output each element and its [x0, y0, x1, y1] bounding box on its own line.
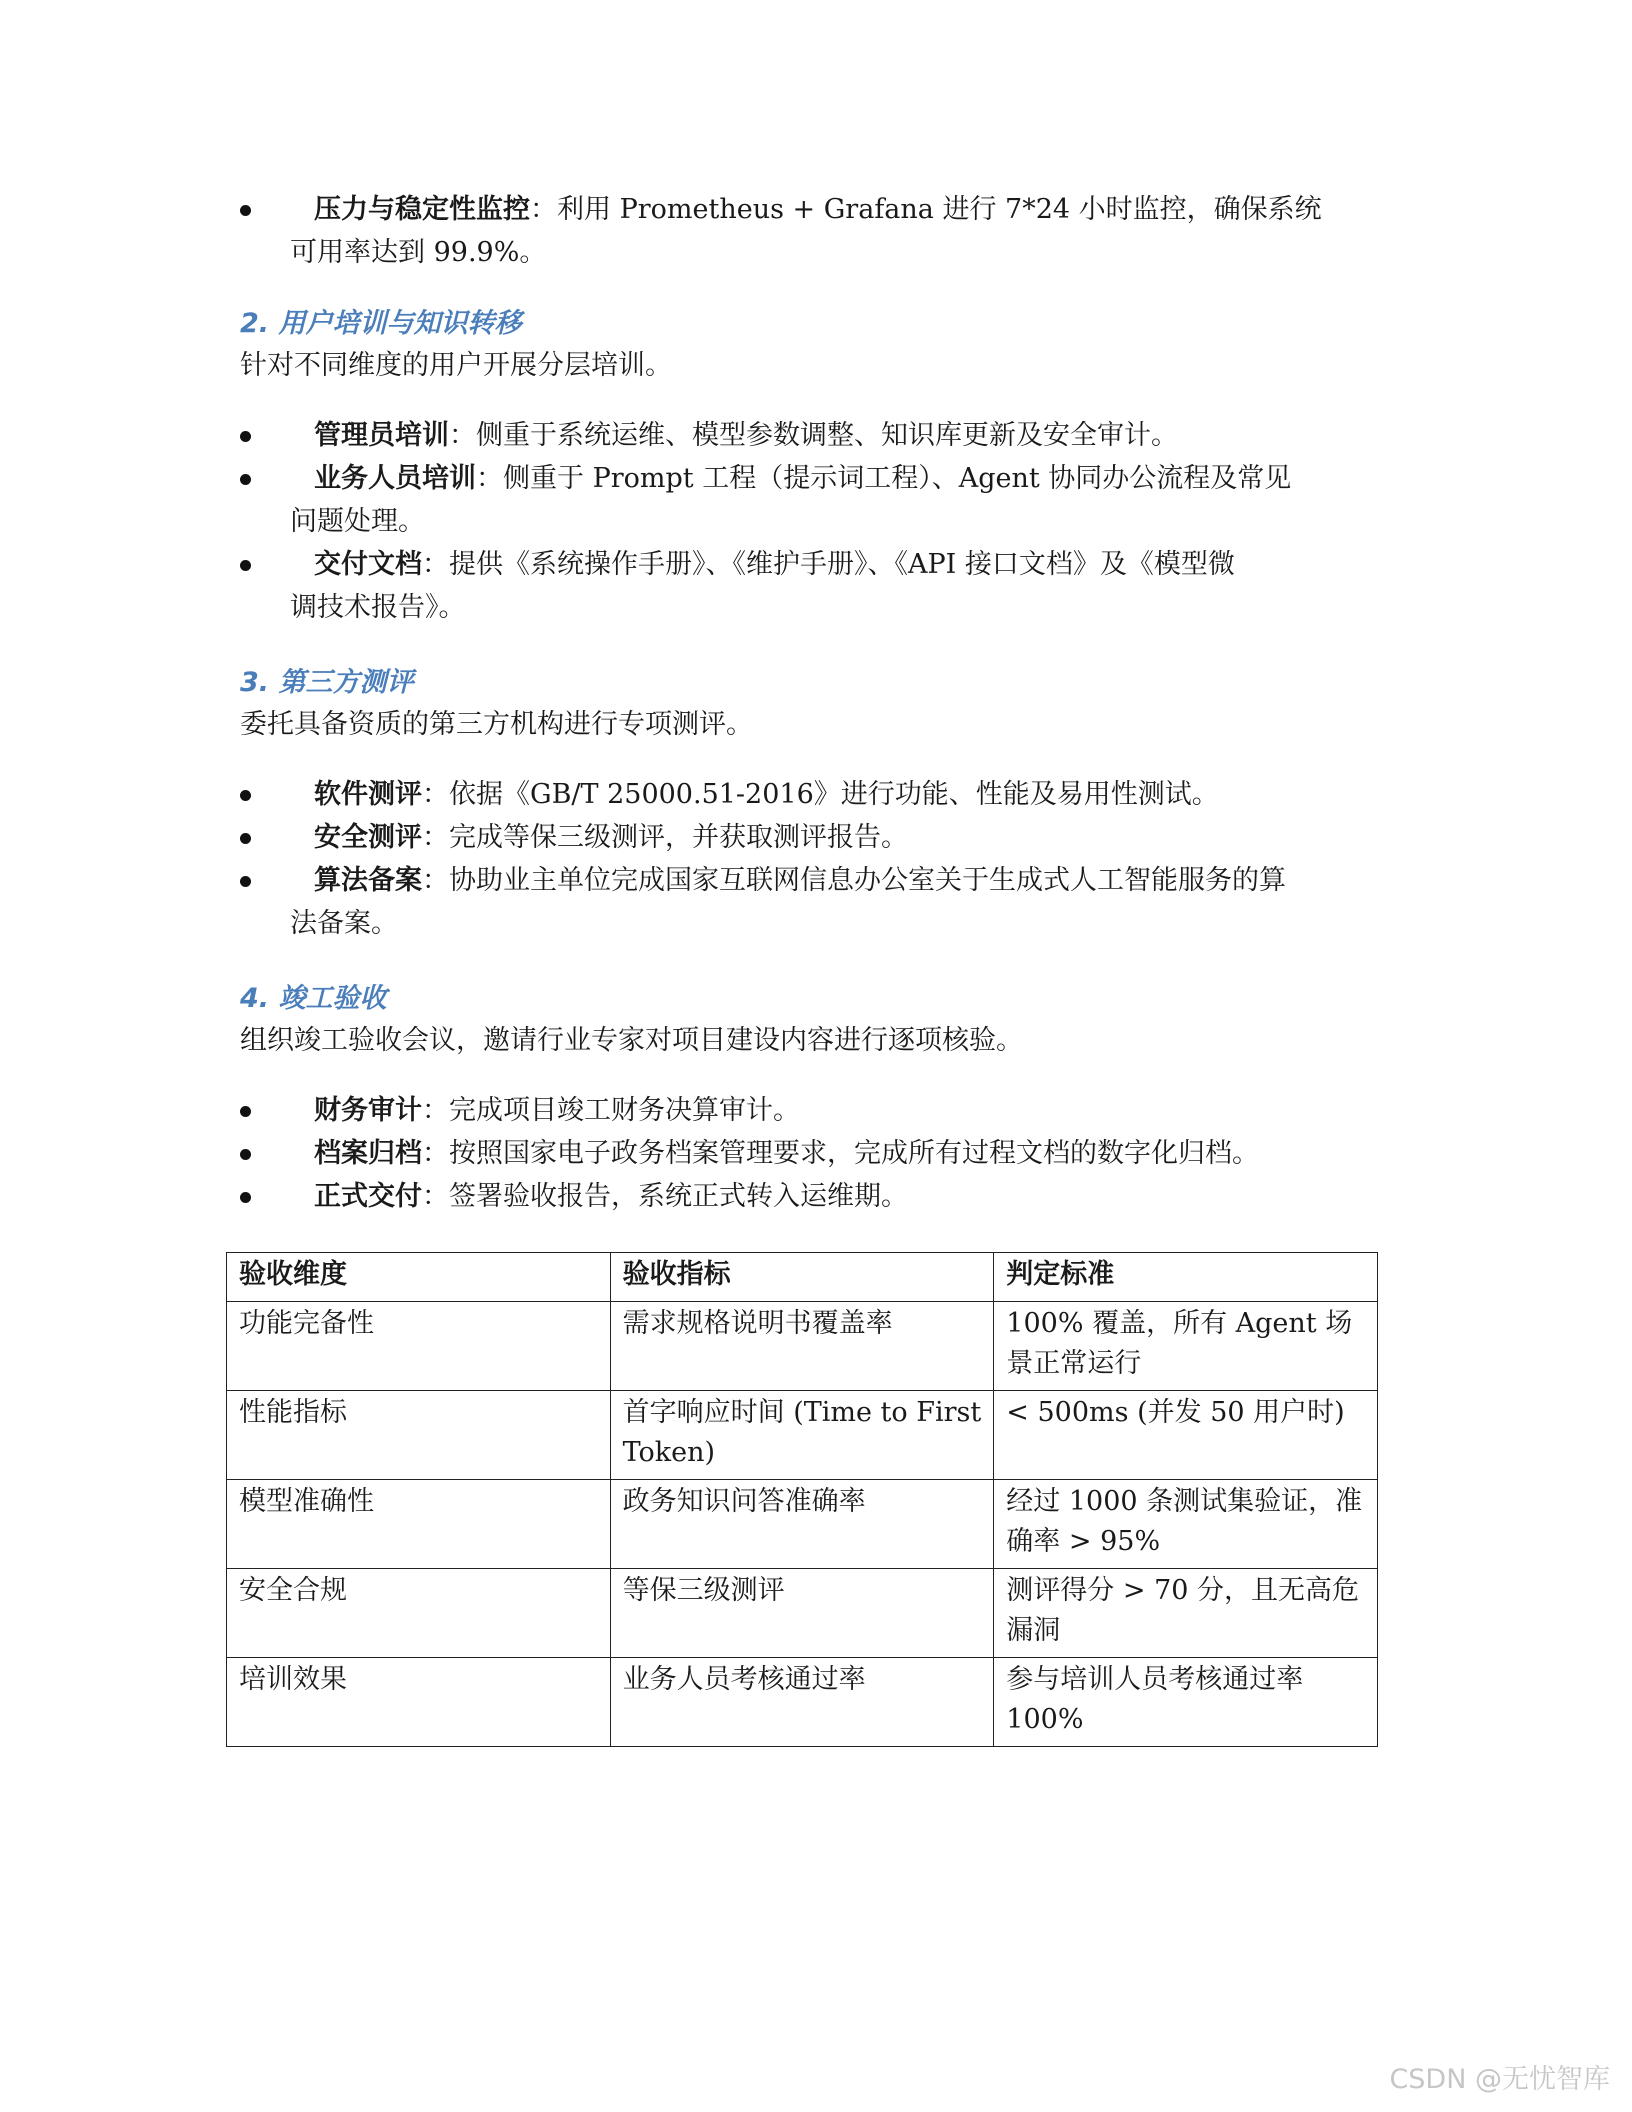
list-item	[236, 816, 1376, 859]
item-term: 正式交付	[314, 1181, 422, 1212]
list-item	[236, 543, 1376, 629]
evaluation-list	[236, 773, 1376, 945]
table-cell: 功能完备性	[227, 1302, 611, 1391]
list-item	[236, 773, 1376, 816]
item-continuation: 问题处理。	[290, 506, 425, 537]
item-text: ：协助业主单位完成国家互联网信息办公室关于生成式人工智能服务的算	[422, 865, 1286, 896]
table-row	[227, 1569, 1378, 1658]
item-text: ：按照国家电子政务档案管理要求，完成所有过程文档的数字化归档。	[422, 1138, 1259, 1169]
item-continuation: 法备案。	[290, 908, 398, 939]
training-list	[236, 414, 1376, 629]
table-cell: 首字响应时间 (Time to First Token)	[610, 1391, 994, 1480]
item-term: 交付文档	[314, 549, 422, 580]
item-term: 软件测评	[314, 779, 422, 810]
item-term: 压力与稳定性监控	[314, 194, 530, 225]
item-term: 算法备案	[314, 865, 422, 896]
bullet-icon	[240, 560, 251, 571]
item-text: ：签署验收报告，系统正式转入运维期。	[422, 1181, 908, 1212]
section-intro: 针对不同维度的用户开展分层培训。	[240, 350, 672, 381]
list-item	[236, 1132, 1376, 1175]
item-text: ：侧重于系统运维、模型参数调整、知识库更新及安全审计。	[449, 420, 1178, 451]
item-term: 安全测评	[314, 822, 422, 853]
item-text: ：依据《GB/T 25000.51-2016》进行功能、性能及易用性测试。	[422, 779, 1219, 810]
list-item	[236, 1175, 1376, 1218]
item-continuation: 可用率达到 99.9%。	[290, 237, 547, 268]
table-cell: 政务知识问答准确率	[610, 1480, 994, 1569]
bullet-icon	[240, 474, 251, 485]
section-intro: 委托具备资质的第三方机构进行专项测评。	[240, 709, 753, 740]
list-item	[236, 457, 1376, 543]
item-term: 档案归档	[314, 1138, 422, 1169]
table-cell: 参与培训人员考核通过率 100%	[994, 1658, 1378, 1747]
bullet-icon	[240, 205, 251, 216]
bullet-icon	[240, 1149, 251, 1160]
table-header-cell: 判定标准	[994, 1253, 1378, 1302]
table-cell: 培训效果	[227, 1658, 611, 1747]
table-cell: 测评得分 > 70 分，且无高危漏洞	[994, 1569, 1378, 1658]
table-cell: 100% 覆盖，所有 Agent 场景正常运行	[994, 1302, 1378, 1391]
table-cell: 等保三级测评	[610, 1569, 994, 1658]
bullet-icon	[240, 431, 251, 442]
table-cell: 性能指标	[227, 1391, 611, 1480]
table-cell: < 500ms (并发 50 用户时)	[994, 1391, 1378, 1480]
item-text: ：完成等保三级测评，并获取测评报告。	[422, 822, 908, 853]
monitor-list	[236, 188, 1376, 274]
acceptance-list	[236, 1089, 1376, 1218]
list-item	[236, 859, 1376, 945]
watermark: CSDN @无忧智库	[1389, 2064, 1610, 2095]
table-cell: 安全合规	[227, 1569, 611, 1658]
bullet-icon	[240, 1106, 251, 1117]
table-row	[227, 1480, 1378, 1569]
item-term: 管理员培训	[314, 420, 449, 451]
bullet-icon	[240, 833, 251, 844]
bullet-icon	[240, 876, 251, 887]
table-row	[227, 1391, 1378, 1480]
item-continuation: 调技术报告》。	[290, 592, 466, 623]
item-term: 业务人员培训	[314, 463, 476, 494]
section-intro: 组织竣工验收会议，邀请行业专家对项目建设内容进行逐项核验。	[240, 1025, 1023, 1056]
list-item	[236, 188, 1376, 274]
item-text: ：侧重于 Prompt 工程（提示词工程）、Agent 协同办公流程及常见	[476, 463, 1292, 494]
section-heading: 4. 竣工验收	[240, 983, 387, 1014]
table-header-cell: 验收维度	[227, 1253, 611, 1302]
section-heading: 3. 第三方测评	[240, 667, 414, 698]
table-cell: 业务人员考核通过率	[610, 1658, 994, 1747]
table-cell: 需求规格说明书覆盖率	[610, 1302, 994, 1391]
item-text: ：提供《系统操作手册》、《维护手册》、《API 接口文档》及《模型微	[422, 549, 1235, 580]
table-header-row	[227, 1253, 1378, 1302]
bullet-icon	[240, 1192, 251, 1203]
acceptance-table	[226, 1252, 1378, 1747]
table-row	[227, 1302, 1378, 1391]
table-row	[227, 1658, 1378, 1747]
table-header-cell: 验收指标	[610, 1253, 994, 1302]
item-term: 财务审计	[314, 1095, 422, 1126]
section-heading: 2. 用户培训与知识转移	[240, 308, 522, 339]
item-text: ：完成项目竣工财务决算审计。	[422, 1095, 800, 1126]
list-item	[236, 1089, 1376, 1132]
list-item	[236, 414, 1376, 457]
table-cell: 模型准确性	[227, 1480, 611, 1569]
item-text: ：利用 Prometheus + Grafana 进行 7*24 小时监控，确保系统	[530, 194, 1322, 225]
bullet-icon	[240, 790, 251, 801]
table-cell: 经过 1000 条测试集验证，准确率 > 95%	[994, 1480, 1378, 1569]
